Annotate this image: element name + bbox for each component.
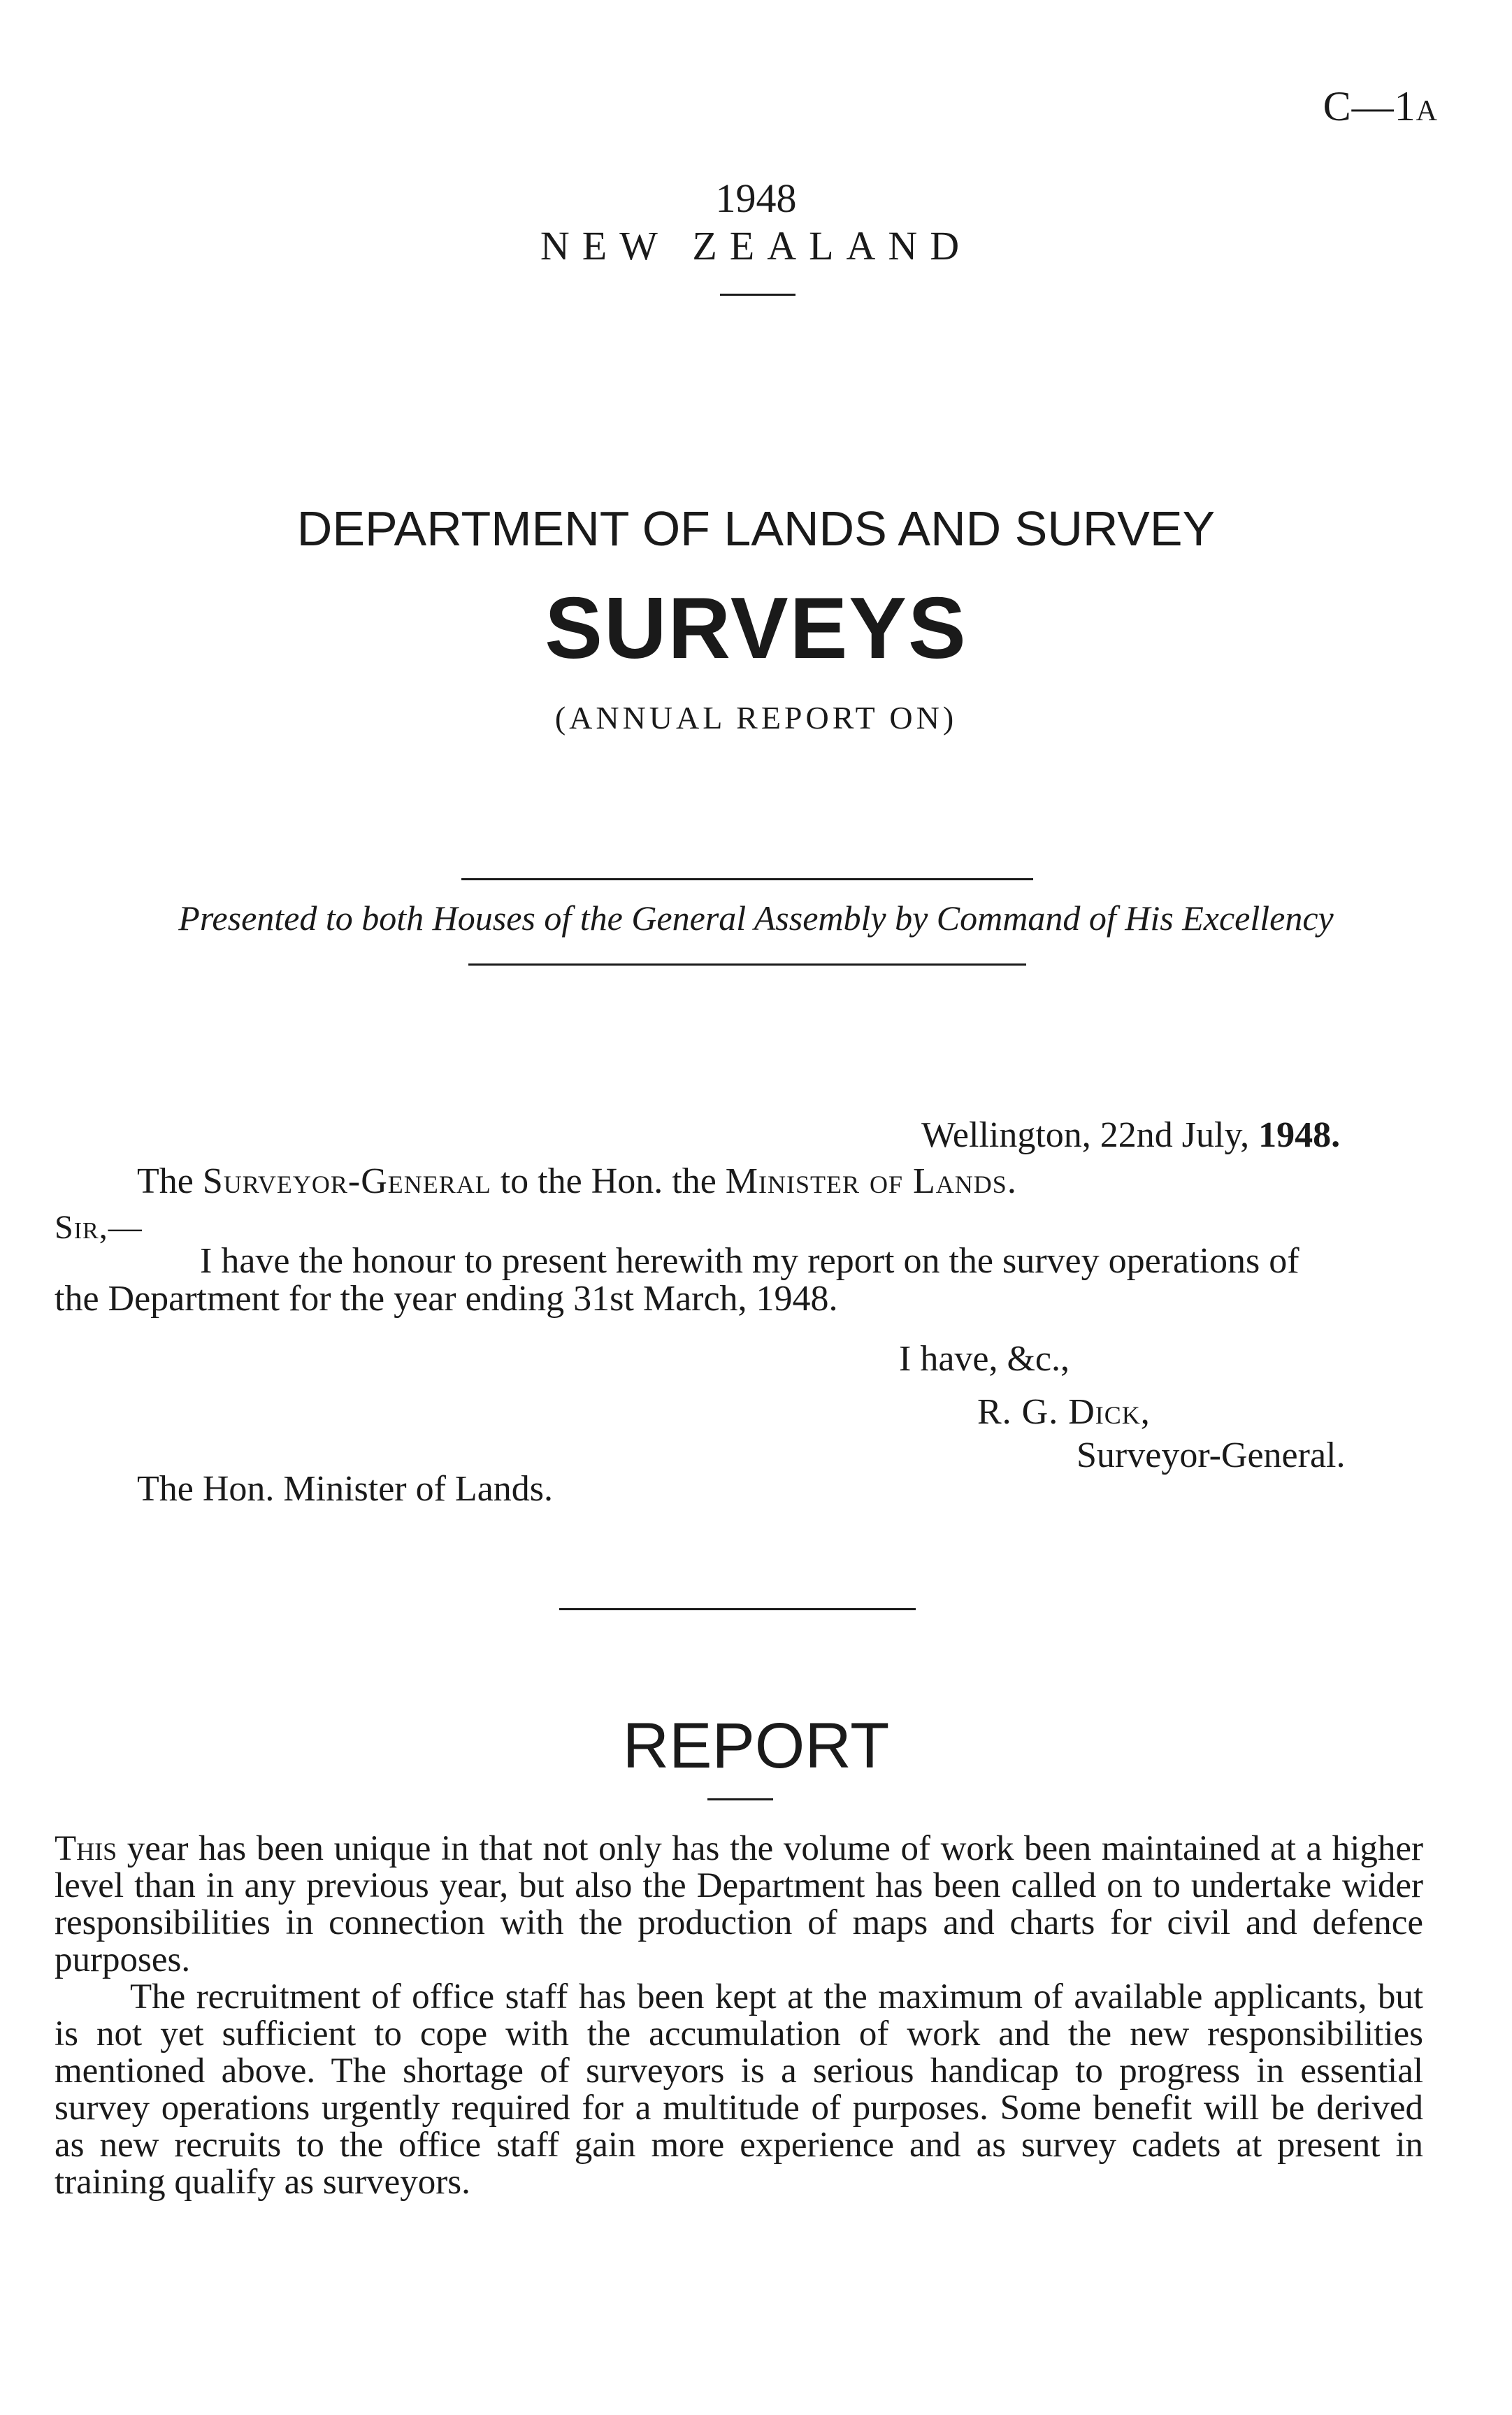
letter-body-line: the Department for the year ending 31st March, 1948. (55, 1279, 838, 1319)
document-subtitle: (ANNUAL REPORT ON) (554, 700, 958, 736)
divider-rule (468, 963, 1026, 966)
letter-place-date (921, 1115, 1340, 1156)
report-heading: REPORT (622, 1710, 890, 1782)
report-paragraph (55, 1979, 1423, 2201)
letter-signatory: R. G. Dick, (977, 1392, 1151, 1432)
letter-recipient: The Hon. Minister of Lands. (137, 1469, 554, 1509)
paragraph-lead-word: This (55, 1829, 117, 1868)
addressee-article: The (137, 1161, 203, 1201)
letter-to: Minister of Lands. (725, 1161, 1017, 1201)
letter-from: Surveyor-General (202, 1161, 491, 1201)
letter-body-line: I have the honour to present herewith my report on the survey operations of (200, 1241, 1299, 1281)
divider-rule (720, 294, 795, 296)
document-title: SURVEYS (545, 580, 967, 677)
paragraph-text: The recruitment of office staff has been kept at the maximum of available applicants, but is not yet sufficient to cope with the accumulation of work and the new responsibilities mentioned above. The shortage of surveyors is a serious handicap to progress in essential survey operations urgently required for a multitude of purposes. Some benefit will be derived as new recruits to the office staff gain more experience and as survey cadets at present in training qualify as surveyors. (55, 1977, 1423, 2202)
letter-salutation: Sir,— (55, 1209, 143, 1246)
letter-addressee-line (137, 1161, 1017, 1202)
divider-rule (461, 878, 1033, 880)
letter-closing: I have, &c., (899, 1339, 1070, 1379)
country-name: NEW ZEALAND (540, 223, 972, 268)
report-year: 1948 (715, 175, 797, 221)
department-name: DEPARTMENT OF LANDS AND SURVEY (296, 501, 1216, 556)
presentation-statement: Presented to both Houses of the General Assembly by Command of His Excellency (178, 898, 1334, 938)
letter-year: 1948. (1258, 1115, 1341, 1155)
paragraph-text: year has been unique in that not only has the volume of work been maintained at a higher level than in any previous year, but also the Department has been called on to undertake wider responsibilities in connection with the production of maps and charts for civil and defence purposes. (55, 1829, 1423, 1979)
addressee-connector: to the Hon. the (491, 1161, 726, 1201)
document-reference-number: C—1 (1323, 83, 1416, 129)
document-reference (1323, 83, 1438, 131)
document-reference-suffix: A (1416, 95, 1438, 127)
letter-signatory-title: Surveyor-General. (1077, 1435, 1346, 1475)
divider-rule (559, 1608, 916, 1610)
report-paragraph (55, 1830, 1423, 1979)
divider-rule (707, 1798, 773, 1800)
letter-place: Wellington, 22nd July, (921, 1115, 1259, 1155)
